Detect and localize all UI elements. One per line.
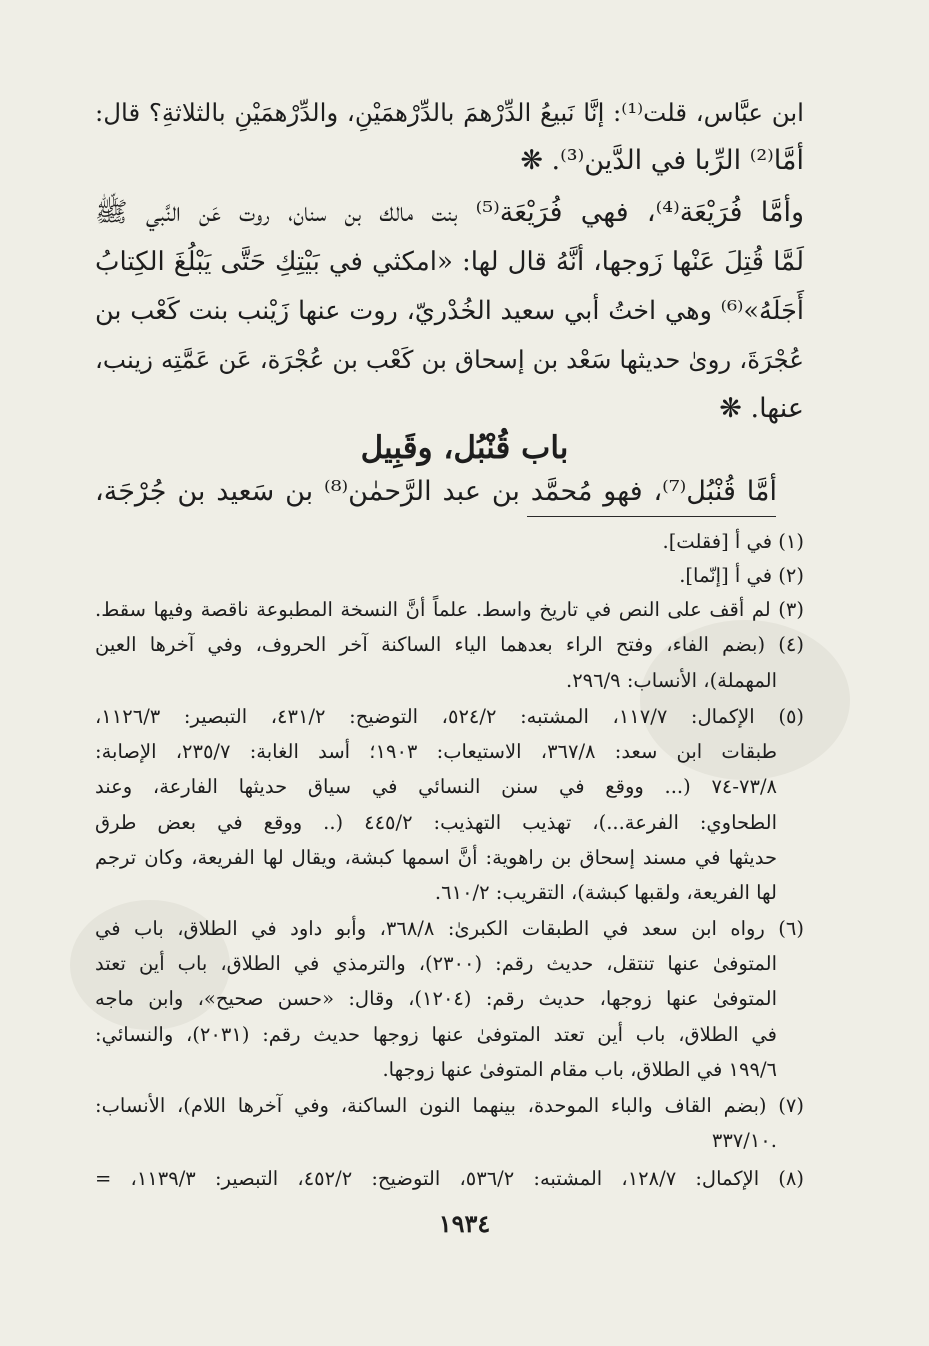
footnote-line: الطحاوي: الفرعة...)، تهذيب التهذيب: ٤٤٥/٢ (.. ووقع في بعض طرق bbox=[95, 811, 777, 834]
main-text-line: أمَّا قُنْبُل⁽⁷⁾، فهو مُحمَّد بن عبد الرَّحمٰن⁽⁸⁾ بن سَعيد بن جُرْجَة، bbox=[95, 476, 777, 507]
footnote-line: (٨) الإكمال: ١٢٨/٧، المشتبه: ٥٣٦/٢، التوضيح: ٤٥٢/٢، التبصير: ١١٣٩/٣، = bbox=[95, 1167, 805, 1190]
main-text-line: عنها. ❋ bbox=[719, 393, 804, 424]
main-text-line: عُجْرَةَ، روىٰ حديثها سَعْد بن إسحاق بن كَعْب بن عُجْرَة، عَن عَمَّتِه زينب، bbox=[95, 345, 804, 374]
footnote-line: ١٩٩/٦ في الطلاق، باب مقام المتوفىٰ عنها زوجها. bbox=[382, 1058, 777, 1081]
footnote-line: في الطلاق، باب أين تعتد المتوفىٰ عنها زوجها حديث رقم: (٢٠٣١)، والنسائي: bbox=[95, 1023, 777, 1046]
footnote-line: (٣) لم أقف على النص في تاريخ واسط. علماً أنَّ النسخة المطبوعة ناقصة وفيها سقط. bbox=[95, 598, 804, 621]
footnote-line: ٧٣/٨-٧٤ (... ووقع في سنن النسائي في سياق حديثها الفارعة، وعند bbox=[95, 775, 777, 798]
footnote-line: المتوفىٰ عنها زوجها، حديث رقم: (١٢٠٤)، وقال: «حسن صحيح»، وابن ماجه bbox=[95, 987, 777, 1010]
page-number: ١٩٣٤ bbox=[438, 1209, 491, 1238]
main-text-line: وأمَّا فُرَيْعَة⁽⁴⁾، فهي فُرَيْعَة⁽⁵⁾ بنت مالك بن سنان، روت عَن النَّبي ﷺ bbox=[95, 197, 804, 228]
footnote-line: (٥) الإكمال: ١١٧/٧، المشتبه: ٥٢٤/٢، التوضيح: ٤٣١/٢، التبصير: ١١٢٦/٣، bbox=[95, 705, 805, 728]
footnote-line: .٣٣٧/١٠ bbox=[711, 1129, 777, 1152]
footnote-line: (٧) (بضم القاف والباء الموحدة، بينهما النون الساكنة، وفي آخرها اللام)، الأنساب: bbox=[95, 1094, 804, 1117]
footnote-line: (٦) رواه ابن سعد في الطبقات الكبرىٰ: ٣٦٨/٨، وأبو داود في الطلاق، باب في bbox=[95, 917, 805, 940]
footnote-line: طبقات ابن سعد: ٣٦٧/٨، الاستيعاب: ١٩٠٣؛ أسد الغابة: ٢٣٥/٧، الإصابة: bbox=[95, 740, 777, 763]
main-text-line: أمَّا⁽²⁾ الرِّبا في الدَّين⁽³⁾. ❋ bbox=[520, 145, 804, 176]
main-text-line: أَجَلَهُ»⁽⁶⁾ وهي اختُ أبي سعيد الخُدْريّ، روت عنها زَيْنب بنت كَعْب بن bbox=[95, 296, 804, 326]
footnote-line: المهملة)، الأنساب: ٢٩٦/٩. bbox=[565, 669, 777, 692]
footnote-line: (١) في أ [فقلت]. bbox=[662, 530, 804, 553]
footnote-line: المتوفىٰ عنها تنتقل، حديث رقم: (٢٣٠٠)، والترمذي في الطلاق، باب أين تعتد bbox=[95, 952, 777, 975]
main-text-line: ابن عبَّاس، قلت⁽¹⁾: إنَّا نَبيعُ الدِّرْهمَ بالدِّرْهمَيْنِ، والدِّرْهمَيْنِ بالثلاثةِ؟ قال: bbox=[95, 98, 804, 127]
section-heading: باب قُنْبُل، وقَبِيل bbox=[360, 430, 569, 466]
footnote-line: (٤) (بضم الفاء، وفتح الراء بعدهما الياء الساكنة آخر الحروف، وفي آخرها العين bbox=[95, 633, 804, 656]
main-text-line: لَمَّا قُتِلَ عَنْها زَوجها، أنَّهُ قال لها: «امكثي في بَيْتِكِ حَتَّى يَبْلُغَ الكِتابُ bbox=[95, 247, 804, 277]
footnote-line: لها الفريعة، ولقبها كبشة)، التقريب: ٦١٠/٢. bbox=[434, 881, 777, 904]
footnote-line: حديثها في مسند إسحاق بن راهوية: أنَّ اسمها كبشة، ويقال لها الفريعة، وكان ترجم bbox=[95, 846, 777, 869]
footnote-separator bbox=[527, 516, 776, 517]
footnote-line: (٢) في أ [إنّما]. bbox=[679, 564, 804, 587]
